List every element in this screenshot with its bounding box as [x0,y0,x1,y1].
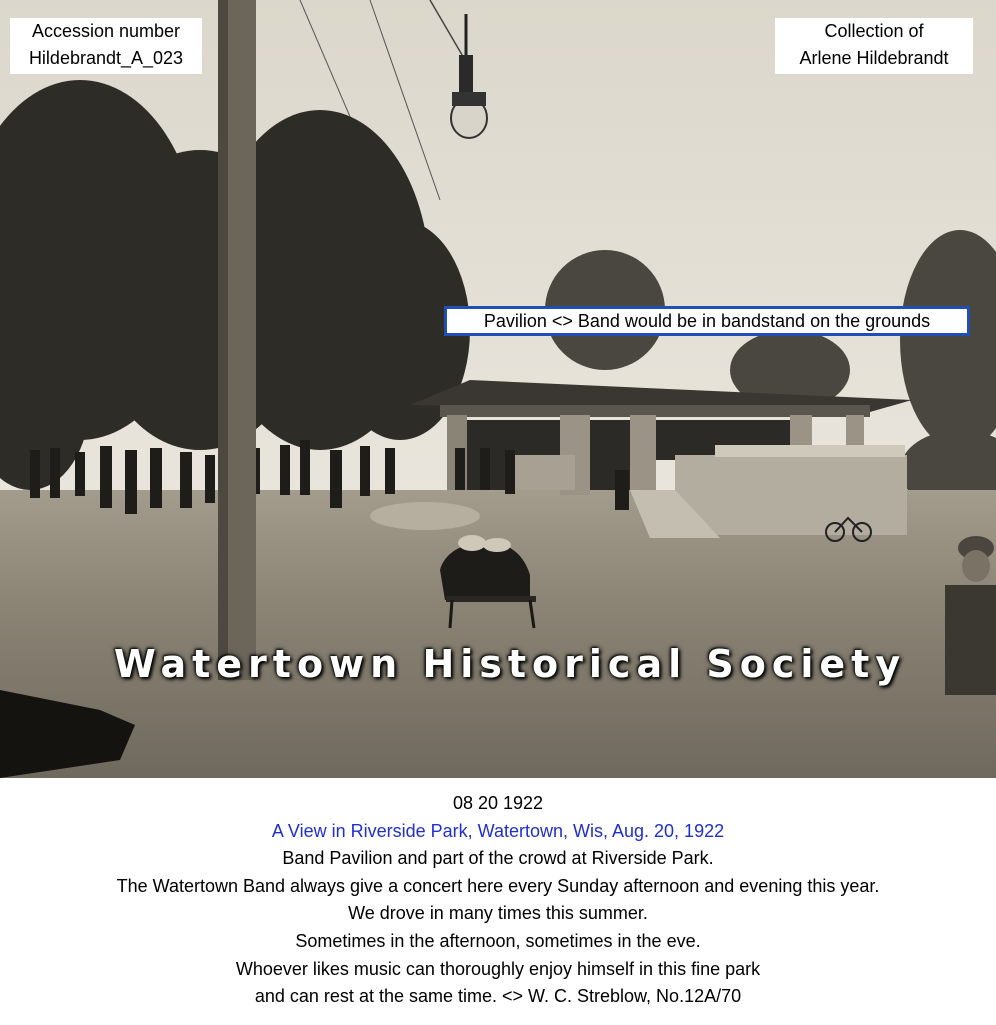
accession-number-label [10,18,202,74]
caption-line: We drove in many times this summer. [348,903,648,924]
accession-id: Hildebrandt_A_023 [28,48,184,68]
caption-title: A View in Riverside Park, Watertown, Wis, Aug. 20, 1922 [271,820,725,841]
caption-date: 08 20 1922 [452,793,544,813]
collection-owner: Arlene Hildebrandt [799,48,949,68]
accession-label-line: Accession number [31,21,181,41]
collection-label-line: Collection of [824,21,924,41]
caption-line: and can rest at the same time. <> W. C. Streblow, No.12A/70 [254,986,742,1007]
caption-line: Whoever likes music can thoroughly enjoy himself in this fine park [235,958,761,979]
woodpile [370,502,480,530]
watermark-text: Watertown Historical Society [113,642,907,686]
photo-caption [0,790,996,1011]
pavilion-annotation: Pavilion <> Band would be in bandstand on the grounds [444,306,970,336]
caption-line: Sometimes in the afternoon, sometimes in the eve. [295,930,701,951]
caption-line: The Watertown Band always give a concert here every Sunday afternoon and evening this year. [116,875,880,896]
caption-line: Band Pavilion and part of the crowd at Riverside Park. [282,848,714,869]
collection-label [775,18,973,74]
